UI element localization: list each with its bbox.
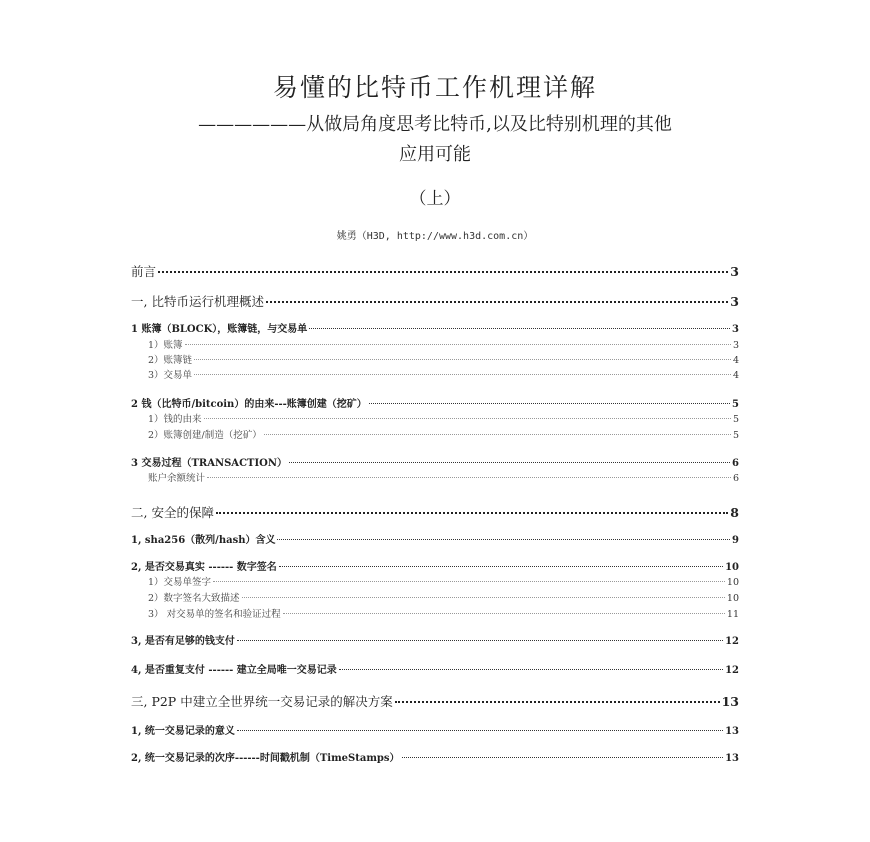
toc-entry-page: 10 [726,593,739,604]
toc-entry-page: 3 [732,324,739,335]
toc-dot-leader [158,271,728,273]
toc-dot-leader [237,640,723,641]
toc-entry-label: 2）账簿创建/制造（挖矿） [148,430,262,441]
toc-entry-label: 1）账簿 [148,340,183,351]
toc-entry-page: 8 [730,505,739,520]
toc-entry[interactable] [131,367,739,381]
toc-entry[interactable] [131,632,739,647]
toc-dot-leader [207,477,731,478]
toc-entry[interactable] [131,292,739,310]
toc-entry-label: 3, 是否有足够的钱支付 [131,636,235,647]
author-line: 姚勇（H3D, http://www.h3d.com.cn） [336,231,534,242]
toc-entry-page: 10 [726,577,739,588]
toc-entry-page: 13 [725,726,739,737]
document-title: 易懂的比特币工作机理详解 [272,73,597,102]
toc-dot-leader [185,344,731,345]
toc-entry-page: 5 [732,430,739,441]
toc-entry-label: 1）钱的由来 [148,414,202,425]
toc-dot-leader [277,539,730,540]
toc-entry-page: 4 [732,355,739,366]
toc-entry-label: 2, 统一交易记录的次序------时间戳机制（TimeStamps） [131,753,400,764]
toc-entry-label: 3 交易过程（TRANSACTION） [131,458,288,469]
toc-entry[interactable] [131,661,739,676]
toc-entry-page: 3 [732,340,739,351]
toc-entry-label: 1 账簿（BLOCK），账簿链，与交易单 [131,324,308,335]
toc-entry-page: 13 [721,694,739,709]
toc-dot-leader [395,701,720,703]
toc-entry[interactable] [131,606,739,620]
toc-entry-page: 6 [732,473,739,484]
toc-entry[interactable] [131,503,739,521]
toc-entry-label: 3） 对交易单的签名和验证过程 [148,609,281,620]
toc-entry[interactable] [131,590,739,604]
toc-dot-leader [369,403,730,404]
toc-entry-label: 二, 安全的保障 [131,505,214,520]
toc-entry-page: 4 [732,370,739,381]
toc-entry[interactable] [131,352,739,366]
toc-entry-page: 9 [732,535,739,546]
toc-dot-leader [266,301,728,303]
toc-entry[interactable] [131,749,739,764]
part-label: （上） [409,189,461,209]
toc-entry-label: 1, sha256（散列/hash）含义 [131,535,276,546]
toc-entry-page: 13 [725,753,739,764]
toc-dot-leader [309,328,730,329]
toc-dot-leader [194,359,731,360]
toc-entry-label: 账户余额统计 [148,473,206,484]
toc-entry[interactable] [131,411,739,425]
document-subtitle [0,110,870,170]
toc-dot-leader [237,730,723,731]
subtitle-line-1: ——————从做局角度思考比特币,以及比特别机理的其他 [198,114,672,135]
toc-entry-label: 1）交易单签字 [148,577,212,588]
subtitle-line-2: 应用可能 [399,144,471,165]
toc-entry[interactable] [131,574,739,588]
toc-entry[interactable] [131,427,739,441]
toc-entry-label: 三, P2P 中建立全世界统一交易记录的解决方案 [131,694,393,709]
toc-entry-label: 2）账簿链 [148,355,193,366]
toc-entry-page: 3 [730,264,739,279]
toc-entry[interactable] [131,470,739,484]
toc-entry-label: 4, 是否重复支付 ------ 建立全局唯一交易记录 [131,665,337,676]
toc-entry[interactable] [131,320,739,335]
toc-entry-page: 10 [725,562,739,573]
toc-entry[interactable] [131,531,739,546]
toc-entry-page: 12 [725,636,739,647]
toc-entry-page: 11 [726,609,739,620]
toc-entry-label: 2, 是否交易真实 ------ 数字签名 [131,562,277,573]
toc-entry[interactable] [131,395,739,410]
toc-dot-leader [279,566,723,567]
toc-dot-leader [204,418,731,419]
toc-entry-label: 2 钱（比特币/bitcoin）的由来---账簿创建（挖矿） [131,399,367,410]
toc-entry-label: 前言 [131,264,157,279]
toc-entry-page: 5 [732,399,739,410]
toc-entry[interactable] [131,337,739,351]
toc-dot-leader [242,597,725,598]
toc-dot-leader [213,581,725,582]
toc-dot-leader [289,462,730,463]
toc-entry[interactable] [131,454,739,469]
toc-entry-page: 6 [732,458,739,469]
toc-entry-page: 12 [725,665,739,676]
toc-dot-leader [339,669,723,670]
toc-entry[interactable] [131,692,739,710]
toc-entry-label: 1, 统一交易记录的意义 [131,726,235,737]
toc-dot-leader [194,374,731,375]
toc-entry-label: 2）数字签名大致描述 [148,593,240,604]
toc-dot-leader [216,512,728,514]
toc-dot-leader [283,613,725,614]
toc-dot-leader [264,434,731,435]
toc-dot-leader [402,757,724,758]
toc-entry-page: 5 [732,414,739,425]
toc-entry-label: 3）交易单 [148,370,193,381]
toc-entry-page: 3 [730,294,739,309]
toc-entry[interactable] [131,558,739,573]
toc-entry[interactable] [131,722,739,737]
toc-entry[interactable] [131,262,739,280]
toc-entry-label: 一, 比特币运行机理概述 [131,294,264,309]
